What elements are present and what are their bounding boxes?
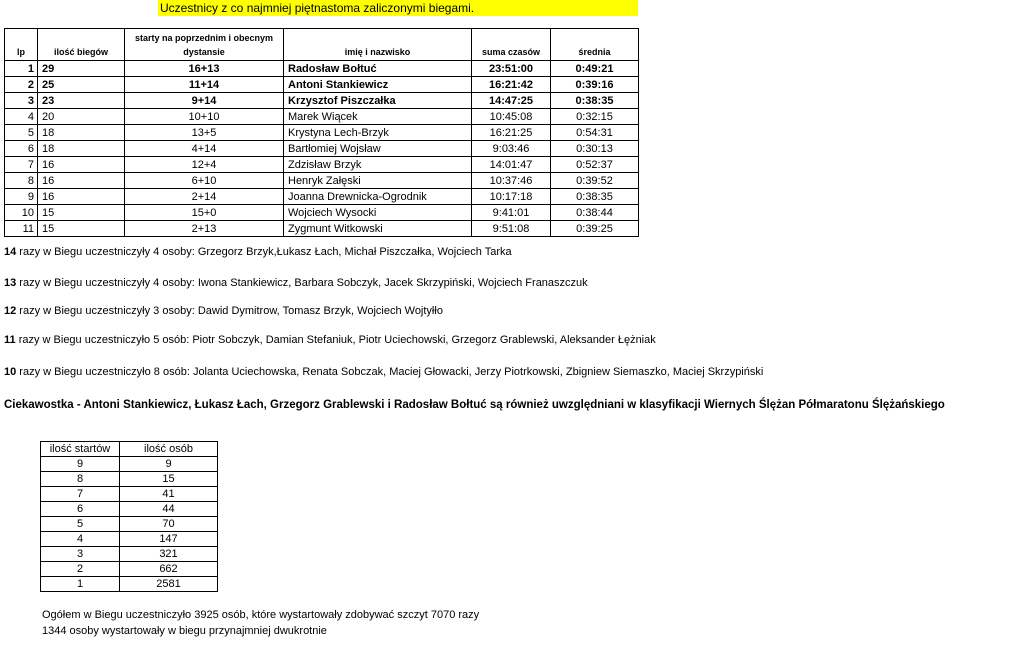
total-cell: 9:51:08 [472, 221, 551, 237]
runs-cell: 15 [38, 205, 125, 221]
starts-count-cell: 9 [41, 457, 120, 472]
starts-count-cell: 7 [41, 487, 120, 502]
total-cell: 23:51:00 [472, 61, 551, 77]
starts-count-cell: 3 [41, 547, 120, 562]
runs-cell: 20 [38, 109, 125, 125]
dist-row [41, 562, 218, 577]
dist-header-starts: ilość startów [41, 442, 120, 457]
starts-count-cell: 6 [41, 502, 120, 517]
total-cell: 14:01:47 [472, 157, 551, 173]
avg-cell: 0:39:25 [551, 221, 639, 237]
starts-count-cell: 8 [41, 472, 120, 487]
people-count-cell: 15 [120, 472, 218, 487]
dist-header-people: ilość osób [120, 442, 218, 457]
summary-line-2: 1344 osoby wystartowały w biegu przynajmniej dwukrotnie [42, 625, 327, 637]
name-cell: Antoni Stankiewicz [284, 77, 472, 93]
total-cell: 16:21:25 [472, 125, 551, 141]
dist-row [41, 547, 218, 562]
participants-table [4, 28, 639, 237]
table-row [5, 189, 639, 205]
avg-cell: 0:49:21 [551, 61, 639, 77]
table-row [5, 77, 639, 93]
participation-note [4, 305, 443, 317]
col-header-lp: lp [5, 29, 38, 61]
table-row [5, 157, 639, 173]
people-count-cell: 662 [120, 562, 218, 577]
dist-row [41, 532, 218, 547]
runs-cell: 16 [38, 173, 125, 189]
people-count-cell: 70 [120, 517, 218, 532]
name-cell: Zygmunt Witkowski [284, 221, 472, 237]
table-row [5, 61, 639, 77]
starts-cell: 2+13 [125, 221, 284, 237]
table-row [5, 141, 639, 157]
avg-cell: 0:52:37 [551, 157, 639, 173]
starts-cell: 11+14 [125, 77, 284, 93]
col-header-avg: średnia [551, 29, 639, 61]
note-text: razy w Biegu uczestniczyło 5 osób: Piotr Sobczyk, Damian Stefaniuk, Piotr Uciechowski, Grzegorz Grablewski, Aleksander Łężniak [15, 334, 656, 346]
col-header-runs: ilość biegów [38, 29, 125, 61]
lp-cell: 6 [5, 141, 38, 157]
lp-cell: 10 [5, 205, 38, 221]
runs-cell: 25 [38, 77, 125, 93]
name-cell: Marek Wiącek [284, 109, 472, 125]
col-header-starts: starty na poprzednim i obecnym dystansie [125, 29, 284, 61]
summary-line-1: Ogółem w Biegu uczestniczyło 3925 osób, które wystartowały zdobywać szczyt 7070 razy [42, 609, 480, 621]
dist-header-row [41, 442, 218, 457]
note-count: 12 [4, 305, 17, 317]
total-cell: 16:21:42 [472, 77, 551, 93]
note-text: razy w Biegu uczestniczyły 4 osoby: Grzegorz Brzyk,Łukasz Łach, Michał Piszczałka, Wojciech Tarka [16, 246, 512, 258]
lp-cell: 8 [5, 173, 38, 189]
participation-note [4, 334, 656, 346]
table-row [5, 205, 639, 221]
dist-row [41, 502, 218, 517]
name-cell: Joanna Drewnicka-Ogrodnik [284, 189, 472, 205]
table-row [5, 93, 639, 109]
table-row [5, 125, 639, 141]
starts-cell: 12+4 [125, 157, 284, 173]
runs-cell: 18 [38, 125, 125, 141]
note-text: razy w Biegu uczestniczyły 4 osoby: Iwona Stankiewicz, Barbara Sobczyk, Jacek Skrzypiński, Wojciech Franaszczuk [16, 277, 588, 289]
dist-row [41, 472, 218, 487]
starts-distribution-table [40, 441, 218, 592]
name-cell: Krystyna Lech-Brzyk [284, 125, 472, 141]
participation-note [4, 277, 588, 289]
note-count: 13 [4, 277, 17, 289]
runs-cell: 23 [38, 93, 125, 109]
avg-cell: 0:39:52 [551, 173, 639, 189]
avg-cell: 0:38:35 [551, 189, 639, 205]
starts-cell: 9+14 [125, 93, 284, 109]
runs-cell: 18 [38, 141, 125, 157]
runs-cell: 16 [38, 157, 125, 173]
starts-cell: 13+5 [125, 125, 284, 141]
page-banner: Uczestnicy z co najmniej piętnastoma zaliczonymi biegami. [158, 0, 638, 16]
lp-cell: 7 [5, 157, 38, 173]
note-text: razy w Biegu uczestniczyło 8 osób: Jolanta Uciechowska, Renata Sobczak, Maciej Głowacki, Jerzy Piotrkowski, Zbigniew Siemaszko, Maciej Skrzypiński [16, 366, 764, 378]
lp-cell: 2 [5, 77, 38, 93]
starts-cell: 16+13 [125, 61, 284, 77]
lp-cell: 3 [5, 93, 38, 109]
dist-row [41, 577, 218, 592]
people-count-cell: 321 [120, 547, 218, 562]
people-count-cell: 9 [120, 457, 218, 472]
starts-cell: 4+14 [125, 141, 284, 157]
dist-row [41, 487, 218, 502]
starts-cell: 6+10 [125, 173, 284, 189]
total-cell: 10:45:08 [472, 109, 551, 125]
runs-cell: 16 [38, 189, 125, 205]
name-cell: Krzysztof Piszczałka [284, 93, 472, 109]
people-count-cell: 44 [120, 502, 218, 517]
starts-count-cell: 4 [41, 532, 120, 547]
lp-cell: 5 [5, 125, 38, 141]
total-cell: 9:41:01 [472, 205, 551, 221]
lp-cell: 9 [5, 189, 38, 205]
starts-cell: 10+10 [125, 109, 284, 125]
total-cell: 9:03:46 [472, 141, 551, 157]
table-row [5, 173, 639, 189]
participation-note [4, 366, 763, 378]
name-cell: Wojciech Wysocki [284, 205, 472, 221]
name-cell: Radosław Bołtuć [284, 61, 472, 77]
starts-count-cell: 5 [41, 517, 120, 532]
runs-cell: 15 [38, 221, 125, 237]
starts-cell: 15+0 [125, 205, 284, 221]
starts-count-cell: 1 [41, 577, 120, 592]
dist-row [41, 457, 218, 472]
note-count: 10 [4, 366, 17, 378]
name-cell: Henryk Załęski [284, 173, 472, 189]
note-count: 14 [4, 246, 17, 258]
lp-cell: 1 [5, 61, 38, 77]
col-header-name: imię i nazwisko [284, 29, 472, 61]
total-cell: 10:37:46 [472, 173, 551, 189]
dist-row [41, 517, 218, 532]
people-count-cell: 147 [120, 532, 218, 547]
table-header-row [5, 29, 639, 61]
avg-cell: 0:32:15 [551, 109, 639, 125]
people-count-cell: 41 [120, 487, 218, 502]
avg-cell: 0:39:16 [551, 77, 639, 93]
avg-cell: 0:54:31 [551, 125, 639, 141]
participation-note [4, 246, 512, 258]
lp-cell: 11 [5, 221, 38, 237]
lp-cell: 4 [5, 109, 38, 125]
runs-cell: 29 [38, 61, 125, 77]
starts-count-cell: 2 [41, 562, 120, 577]
note-count: 11 [4, 334, 16, 346]
total-cell: 10:17:18 [472, 189, 551, 205]
people-count-cell: 2581 [120, 577, 218, 592]
trivia-note: Ciekawostka - Antoni Stankiewicz, Łukasz Łach, Grzegorz Grablewski i Radosław Bołtuć są również uwzględniani w klasyfikacji Wiernych Ślężan Półmaratonu Ślężańskiego [4, 399, 945, 411]
table-row [5, 109, 639, 125]
starts-cell: 2+14 [125, 189, 284, 205]
avg-cell: 0:38:44 [551, 205, 639, 221]
name-cell: Zdzisław Brzyk [284, 157, 472, 173]
table-row [5, 221, 639, 237]
col-header-total: suma czasów [472, 29, 551, 61]
avg-cell: 0:30:13 [551, 141, 639, 157]
note-text: razy w Biegu uczestniczyły 3 osoby: Dawid Dymitrow, Tomasz Brzyk, Wojciech Wojtyłło [16, 305, 443, 317]
avg-cell: 0:38:35 [551, 93, 639, 109]
total-cell: 14:47:25 [472, 93, 551, 109]
name-cell: Bartłomiej Wojsław [284, 141, 472, 157]
